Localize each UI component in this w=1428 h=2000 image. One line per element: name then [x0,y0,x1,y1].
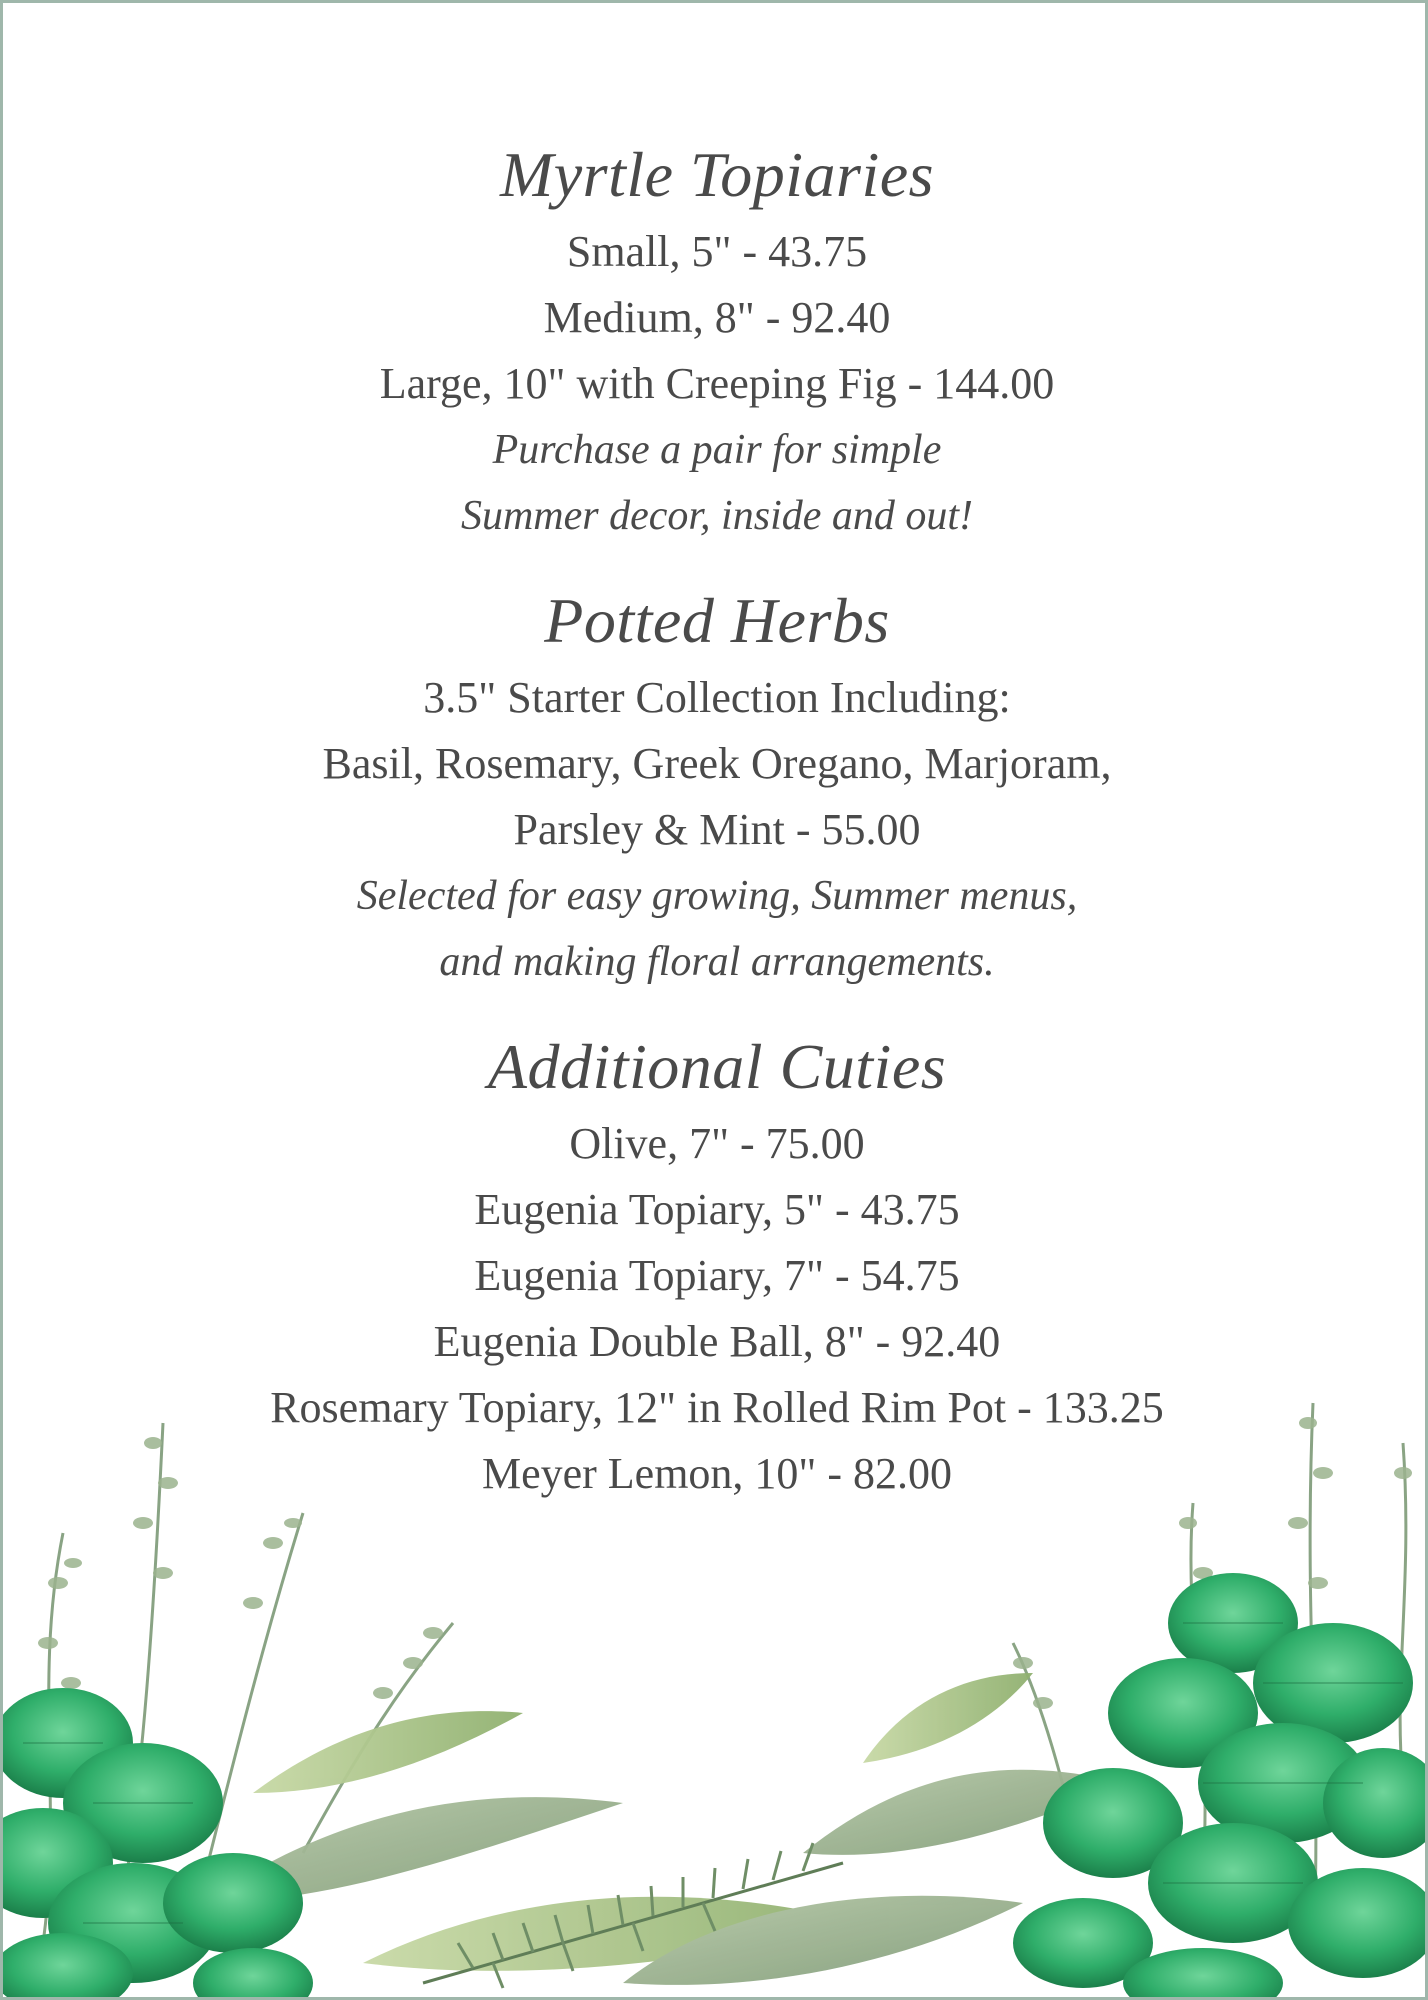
section-note: Summer decor, inside and out! [460,493,974,539]
section-title: Potted Herbs [544,585,890,656]
section-title: Additional Cuties [487,1031,947,1102]
herb-foliage-icon [3,1383,1428,2000]
section-note: Selected for easy growing, Summer menus, [356,873,1078,919]
menu-item: Meyer Lemon, 10" - 82.00 [481,1449,953,1498]
menu-item: Parsley & Mint - 55.00 [513,805,921,854]
menu-item: 3.5" Starter Collection Including: [423,673,1011,722]
menu-item: Large, 10" with Creeping Fig - 144.00 [379,359,1055,408]
section-note: and making floral arrangements. [439,939,995,985]
section-potted-herbs [3,577,1428,995]
menu-item: Medium, 8" - 92.40 [543,293,891,342]
menu-item: Rosemary Topiary, 12" in Rolled Rim Pot - 133.25 [270,1383,1164,1432]
menu-item: Basil, Rosemary, Greek Oregano, Marjoram, [322,739,1112,788]
menu-item: Olive, 7" - 75.00 [569,1119,865,1168]
section-note: Purchase a pair for simple [492,427,942,473]
menu-item: Eugenia Topiary, 5" - 43.75 [474,1185,960,1234]
menu-item: Eugenia Double Ball, 8" - 92.40 [433,1317,1001,1366]
menu-item: Eugenia Topiary, 7" - 54.75 [474,1251,960,1300]
section-myrtle-topiaries [3,131,1428,549]
menu-item: Small, 5" - 43.75 [566,227,868,276]
menu-content [3,131,1428,1535]
section-title: Myrtle Topiaries [499,139,935,210]
